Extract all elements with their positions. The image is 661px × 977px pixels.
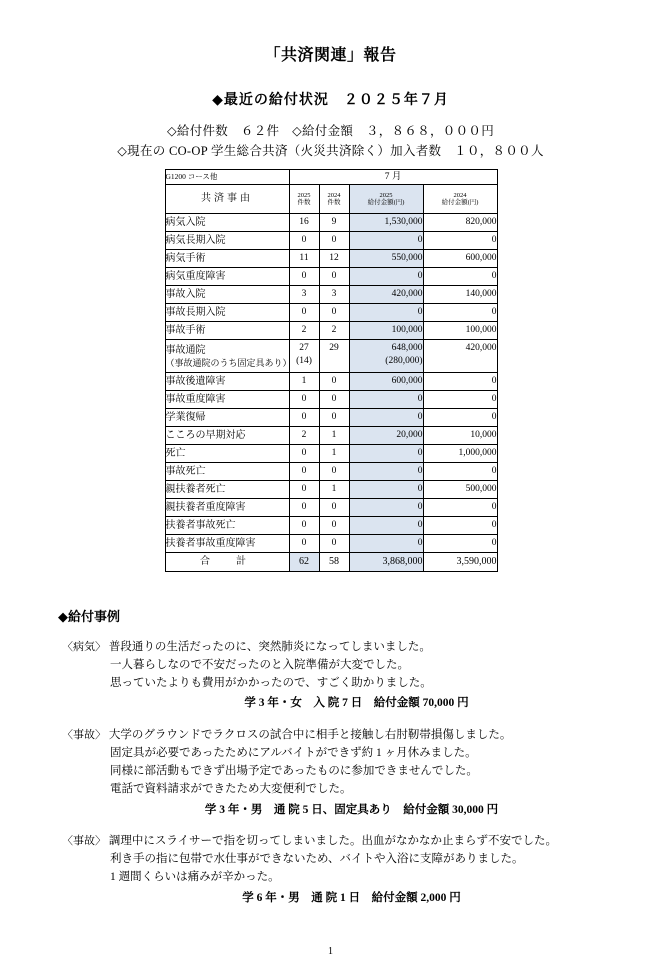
benefit-table: [165, 169, 498, 572]
row-count-2024: 1: [319, 445, 349, 463]
table-row: [165, 232, 497, 250]
table-row: [165, 499, 497, 517]
row-amount-2025: 420,000: [349, 286, 423, 304]
row-count-2024: 29: [319, 340, 349, 373]
case-tag: 〈事故〉: [62, 835, 106, 848]
row-count-2025: 3: [289, 286, 319, 304]
row-reason: [165, 340, 292, 373]
table-header-row-top: [165, 170, 497, 185]
case-tag: 〈病気〉: [62, 641, 106, 653]
row-count-2025: 0: [289, 499, 319, 517]
row-count-2025: 0: [289, 481, 319, 499]
table-row: [165, 268, 497, 286]
row-count-2025: 0: [289, 232, 319, 250]
row-amount-2025: 0: [349, 391, 423, 409]
row-reason-note: （事故通院のうち固定具あり）: [165, 358, 292, 369]
total-amount-2025: 3,868,000: [349, 553, 423, 572]
table-row: [165, 481, 497, 499]
row-amount-2025: 0: [349, 268, 423, 286]
case-line: 利き手の指に包帯で水仕事ができないため、バイトや入浴に支障がありました。: [110, 853, 524, 866]
case-result: 学 6 年・男 通 院 1 日 給付金額 2,000 円: [242, 891, 461, 904]
page-title: 「共済関連」報告: [264, 47, 397, 64]
table-header-row-sub: [165, 185, 497, 214]
row-count-2024: 0: [319, 517, 349, 535]
row-amount-2025: 0: [349, 409, 423, 427]
row-count-2025: 2: [289, 427, 319, 445]
row-amount-2025: 20,000: [349, 427, 423, 445]
case-item-2: [62, 727, 661, 819]
row-count-2025: 0: [289, 268, 319, 286]
table-row: [165, 517, 497, 535]
row-count-2024: 9: [319, 214, 349, 232]
table-row: [165, 322, 497, 340]
row-count-2025: 1: [289, 373, 319, 391]
benefit-table-wrapper: [165, 169, 497, 572]
row-count-2025: 0: [289, 445, 319, 463]
row-amount-2025: 0: [349, 481, 423, 499]
row-amount-2024: 0: [423, 304, 497, 322]
table-month-label: 7 月: [289, 170, 497, 185]
row-count-2024: 1: [319, 427, 349, 445]
total-count-2024: 58: [319, 553, 349, 572]
table-row: [165, 409, 497, 427]
table-row: [165, 304, 497, 322]
case-result: 学 3 年・男 通 院 5 日、固定具あり 給付金額 30,000 円: [204, 803, 499, 816]
column-header-count-2024-year: 2024: [327, 191, 341, 199]
table-row: [165, 427, 497, 445]
case-line: 固定具が必要であったためにアルバイトができず約 1 ヶ月休みました。: [110, 747, 477, 760]
row-amount-2024: 0: [423, 391, 497, 409]
row-amount-2025: 0: [349, 304, 423, 322]
row-count-2024: 3: [319, 286, 349, 304]
row-count-2024: 0: [319, 409, 349, 427]
row-reason-main: 事故通院: [165, 344, 206, 356]
column-header-count-2025-year: 2025: [297, 191, 311, 199]
row-amount-2024: 0: [423, 517, 497, 535]
row-amount-2025-main: 648,000: [391, 343, 423, 353]
row-reason: 学業復帰: [165, 409, 289, 427]
row-count-2024: 0: [319, 268, 349, 286]
row-amount-2025: 0: [349, 232, 423, 250]
case-result: 学 3 年・女 入 院 7 日 給付金額 70,000 円: [244, 697, 469, 710]
row-amount-2024: 600,000: [423, 250, 497, 268]
row-amount-2024: 100,000: [423, 322, 497, 340]
row-count-2025-main: 27: [299, 343, 309, 353]
case-line: 1 週間くらいは痛みが辛かった。: [110, 870, 280, 883]
row-amount-2024: 0: [423, 373, 497, 391]
column-header-count-2025-label: 件数: [297, 199, 311, 206]
row-amount-2025: 1,530,000: [349, 214, 423, 232]
row-amount-2024: 0: [423, 409, 497, 427]
row-count-2025: 2: [289, 322, 319, 340]
row-amount-2024: 140,000: [423, 286, 497, 304]
row-count-2024: 0: [319, 232, 349, 250]
row-reason: 事故後遺障害: [165, 373, 289, 391]
total-count-2025: 62: [289, 553, 319, 572]
row-reason: 親扶養者死亡: [165, 481, 289, 499]
row-count-2025: 0: [289, 304, 319, 322]
column-header-count-2025: [289, 185, 319, 214]
summary-line-2: ◇現在の CO-OP 学生総合共済（火災共済除く）加入者数 １０，８００人: [117, 144, 544, 158]
section-heading: ◆最近の給付状況 ２０２５年７月: [212, 93, 449, 108]
case-tag: 〈事故〉: [62, 729, 106, 742]
table-row: [165, 214, 497, 232]
total-amount-2024: 3,590,000: [423, 553, 497, 572]
row-reason: 病気手術: [165, 250, 289, 268]
row-count-2025: 0: [289, 409, 319, 427]
case-line: 同様に部活動もできず出場予定であったものに参加できませんでした。: [110, 764, 478, 777]
row-count-2024: 0: [319, 373, 349, 391]
row-count-2024: 0: [319, 391, 349, 409]
row-count-2024: 2: [319, 322, 349, 340]
column-header-amount-2024: [423, 185, 497, 214]
table-row: [165, 286, 497, 304]
row-reason: 事故死亡: [165, 463, 289, 481]
table-row: [165, 391, 497, 409]
row-count-2025: 0: [289, 463, 319, 481]
row-amount-2025: 0: [349, 445, 423, 463]
row-reason: 事故長期入院: [165, 304, 289, 322]
case-line: 調理中にスライサーで指を切ってしまいました。出血がなかなか止まらず不安でした。: [108, 835, 558, 848]
row-amount-2024: 500,000: [423, 481, 497, 499]
page-number: 1: [328, 946, 333, 957]
row-amount-2024: 0: [423, 535, 497, 553]
row-count-2025: 0: [289, 517, 319, 535]
row-amount-2025: 0: [349, 463, 423, 481]
row-amount-2024: 0: [423, 463, 497, 481]
column-header-amount-2025: [349, 185, 423, 214]
case-line: 一人暮らしなので不安だったのと入院準備が大変でした。: [110, 658, 409, 671]
column-header-reason: 共済事由: [165, 185, 289, 214]
row-amount-2025: 0: [349, 517, 423, 535]
case-item-1: [62, 639, 661, 713]
table-corner-label: G1200 コース他: [165, 170, 289, 185]
row-count-2025: 0: [289, 535, 319, 553]
row-amount-2025: 550,000: [349, 250, 423, 268]
row-count-2024: 12: [319, 250, 349, 268]
row-reason: 事故重度障害: [165, 391, 289, 409]
row-count-2025: 16: [289, 214, 319, 232]
row-reason: 病気重度障害: [165, 268, 289, 286]
table-row: [165, 445, 497, 463]
row-reason: 事故手術: [165, 322, 289, 340]
row-count-2025-note: (14): [296, 355, 312, 366]
case-item-3: [62, 833, 661, 907]
table-row: [165, 250, 497, 268]
total-label: 合 計: [165, 553, 289, 572]
row-amount-2024: 1,000,000: [423, 445, 497, 463]
row-count-2024: 0: [319, 535, 349, 553]
row-reason: 親扶養者重度障害: [165, 499, 289, 517]
row-amount-2024: 0: [423, 499, 497, 517]
row-amount-2024: 420,000: [423, 340, 497, 373]
case-line: 大学のグラウンドでラクロスの試合中に相手と接触し右肘靭帯損傷しました。: [108, 729, 512, 742]
row-reason: 扶養者事故重度障害: [165, 535, 289, 553]
row-count-2025: [289, 340, 319, 373]
column-header-amount-2025-label: 給付金額(円): [367, 199, 405, 206]
row-reason: 扶養者事故死亡: [165, 517, 289, 535]
row-amount-2025: 0: [349, 535, 423, 553]
table-total-row: [165, 553, 497, 572]
column-header-amount-2024-year: 2024: [453, 191, 467, 199]
row-amount-2025-note: (280,000): [385, 355, 423, 366]
row-reason: 事故入院: [165, 286, 289, 304]
document-page: [0, 42, 661, 977]
table-row: [165, 373, 497, 391]
column-header-amount-2025-year: 2025: [379, 191, 393, 199]
examples-heading: ◆給付事例: [58, 609, 120, 624]
row-amount-2024: 10,000: [423, 427, 497, 445]
case-line: 思っていたよりも費用がかかったので、すごく助かりました。: [110, 676, 432, 689]
row-reason: 病気入院: [165, 214, 289, 232]
table-row: [165, 463, 497, 481]
row-amount-2024: 820,000: [423, 214, 497, 232]
row-reason: 病気長期入院: [165, 232, 289, 250]
row-count-2025: 0: [289, 391, 319, 409]
row-reason: 死亡: [165, 445, 289, 463]
row-count-2024: 0: [319, 463, 349, 481]
summary-line-1: ◇給付件数 ６２件 ◇給付金額 ３，８６８，０００円: [166, 124, 495, 138]
row-count-2025: 11: [289, 250, 319, 268]
row-amount-2025: 600,000: [349, 373, 423, 391]
case-line: 普段通りの生活だったのに、突然肺炎になってしまいました。: [108, 641, 431, 653]
column-header-count-2024: [319, 185, 349, 214]
row-count-2024: 0: [319, 499, 349, 517]
row-amount-2025: 100,000: [349, 322, 423, 340]
row-amount-2025: [349, 340, 423, 373]
row-amount-2025: 0: [349, 499, 423, 517]
row-count-2024: 1: [319, 481, 349, 499]
column-header-amount-2024-label: 給付金額(円): [441, 199, 479, 206]
table-row: [165, 535, 497, 553]
row-reason: こころの早期対応: [165, 427, 289, 445]
case-line: 電話で資料請求ができたため大変便利でした。: [110, 782, 352, 795]
row-amount-2024: 0: [423, 232, 497, 250]
row-amount-2024: 0: [423, 268, 497, 286]
row-count-2024: 0: [319, 304, 349, 322]
column-header-count-2024-label: 件数: [327, 199, 341, 206]
table-row-accident-outpatient: [165, 340, 497, 373]
